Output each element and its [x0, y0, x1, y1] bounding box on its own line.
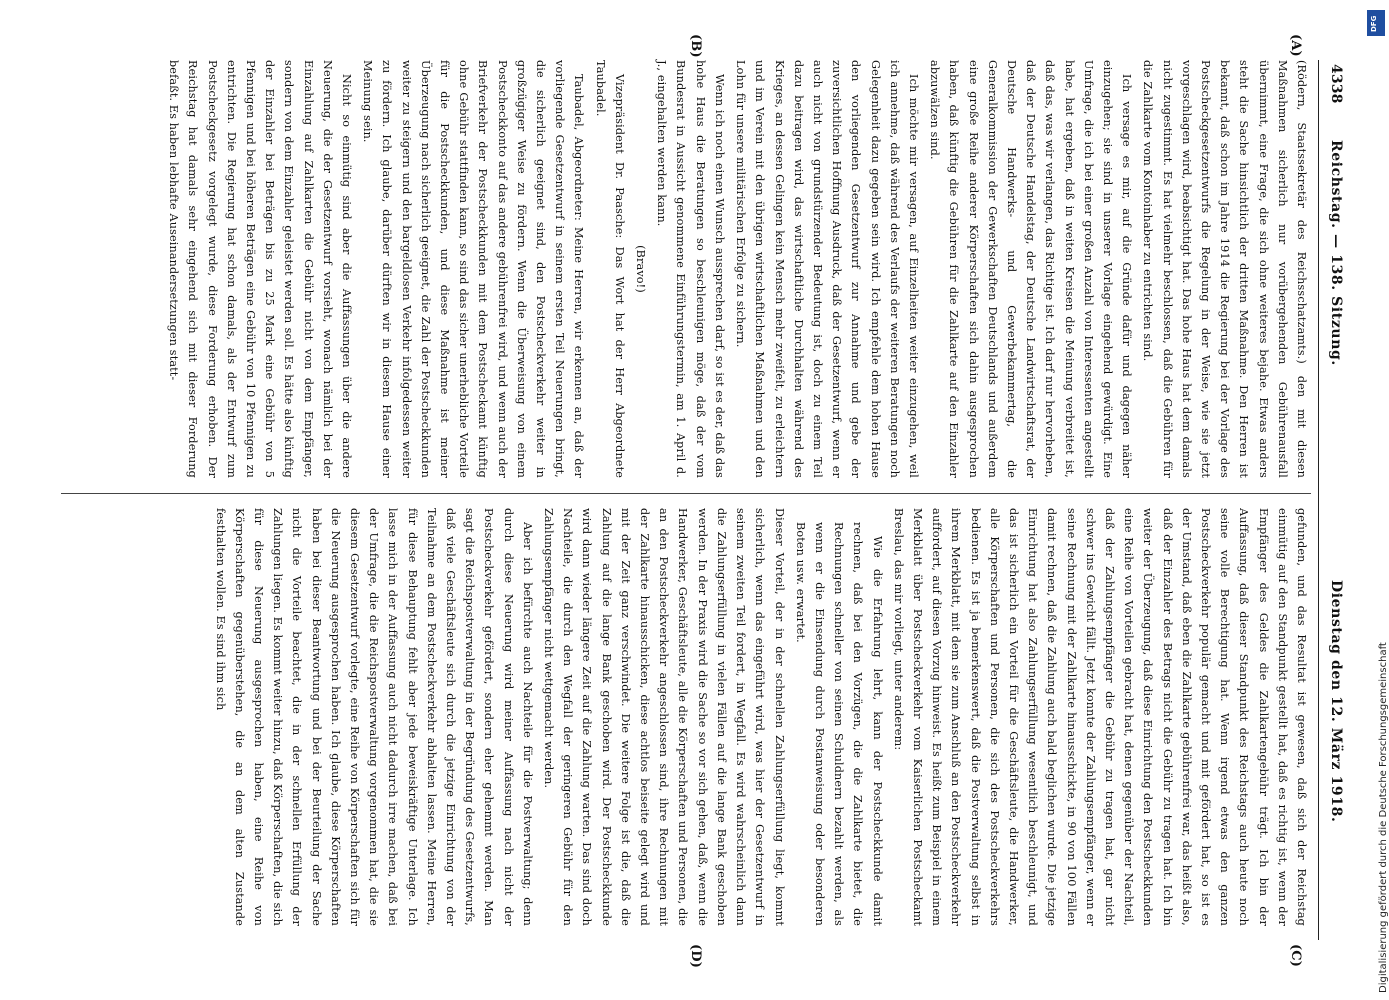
digitization-credit: Digitalisierung gefördert durch die Deutsche Forschungsgemeinschaft — [1378, 642, 1389, 993]
paragraph: Nicht so einmütig sind aber die Auffassungen über die andere Neuerung, die der Gesetzentwurf vorsieht, wonach nämlich bei der Einzahlung auf Zahlkarten die Gebühr nicht von dem Empfänger, sondern von dem Einzahler geleistet werden soll. Es hätte also künftig der Einzahler bei Beträgen bis zu 25 Mark eine Gebühr von 5 Pfennigen und bei höheren Beträgen eine Gebühr von 10 Pfennigen zu entrichten. Die Regierung hat schon damals, als der Entwurf zum Postscheckgesetz vorgelegt wurde, diese Forderung erhoben. Der Reichstag hat damals sehr eingehend sich mit dieser Forderung befaßt. Es haben lebhafte Auseinandersetzungen statt- — [167, 60, 354, 478]
margin-marker-d: (D) — [688, 944, 703, 969]
paragraph: Dieser Vorteil, der in der schnellen Zahlungserfüllung liegt, kommt sicherlich, wenn das eingeführt wird, was hier der Gesetzentwurf in seinem zweiten Teil fordert, in Wegfall. Es wird wahrscheinlich dann die Zahlungserfüllung in vielen Fällen auf die lange Bank geschoben werden. In der Praxis wird die Sache so vor sich gehen, daß, wenn die Handwerker, Geschäftsleute, alle die Körperschaften und Personen, die an den Postscheckverkehr angeschlossen sind, ihre Rechnungen mit der Zahlkarte hinausschicken, diese achtlos beiseite gelegt wird und mit der Zeit ganz verschwindet. Die weitere Folge ist die, daß die Zahlung auf die lange Bank geschoben wird. Der Postscheckkunde wird dann wieder längere Zeit auf die Zahlung warten. Das sind doch Nachteile, die durch den Wegfall der geringeren Gebühr für den Zahlungsempfänger nicht wettgemacht werden. — [542, 508, 786, 926]
margin-marker-a: (A) — [1288, 34, 1303, 57]
session-date: Dienstag den 12. März 1918. — [1328, 580, 1344, 823]
paragraph: Ich möchte mir versagen, auf Einzelheiten weiter einzugehen, weil ich annehme, daß während des Verlaufs der weiteren Beratungen noch Gelegenheit dazu gegeben sein wird. Ich empfehle dem hohen Hause den vorliegenden Gesetzentwurf zur Annahme und gebe der zuversichtlichen Hoffnung Ausdruck, daß der Gesetzentwurf, wenn er auch nicht von grundstürzender Bedeutung ist, doch zu einem Teil dazu beitragen wird, das wirtschaftliche Durchhalten während des Krieges, an dessen Gelingen kein Mensch mehr zweifelt, zu erleichtern und im Verein mit den übrigen wirtschaftlichen Maßnahmen und den Lohn für unsere militärischen Erfolge zu sichern. — [734, 60, 920, 478]
rotated-page-content — [35, 34, 1345, 969]
paragraph: Aber ich befürchte auch Nachteile für die Postverwaltung; denn durch diese Neuerung wird meiner Auffassung nach nicht der Postscheckverkehr gefördert, sondern eher gehemmt werden. Man sagt die Reichspostverwaltung in der Begründung des Gesetzentwurfs, daß viele Geschäftsleute sich durch die jetzige Einrichtung von der Teilnahme an dem Postscheckverkehr abhalten lassen. Meine Herren, für diese Behauptung fehlt aber jede beweiskräftige Unterlage. Ich lasse mich in der Auffassung auch nicht dadurch irre machen, daß bei der Umfrage, die die Reichspostverwaltung vorgenommen hat, die sie diesem Gesetzentwurf vorlegte, eine Reihe von Körperschaften sich für die Neuerung ausgesprochen haben. Ich glaube, diese Körperschaften haben bei dieser Beantwortung und bei der Beurteilung der Sache nicht die Vorteile beachtet, die in der schnellen Erfüllung der Zahlungen liegen. Es kommt weiter hinzu, daß Körperschaften, die sich für diese Neuerung ausgesprochen haben, eine Reihe von Körperschaften gegenüberstehen, die an dem alten Zustande festhalten wollen. Es sind ihm sich — [213, 508, 534, 926]
paragraph: Ich versage es mir, auf die Gründe dafür und dagegen näher einzugehen; sie sind in unserer Vorlage eingehend gewürdigt. Eine Umfrage, die ich bei einer großen Anzahl von Interessenten angestellt habe, hat ergeben, daß in weiten Kreisen die Meinung verbreitet ist, daß das, was wir verlangen, das Richtige ist. Ich darf nur hervorheben, daß der Deutsche Handelstag, der Deutsche Landwirtschaftsrat, der Deutsche Handwerks- und Gewerbekammertag, die Generalkommission der Gewerkschaften Deutschlands und außerdem eine große Reihe anderer Körperschaften sich dahin ausgesprochen haben, daß künftig die Gebühren für die Zahlkarte auf den Einzahler abzuwälzen sind. — [928, 60, 1134, 478]
session-title: Reichstag. — 138. Sitzung. — [1328, 140, 1344, 366]
margin-marker-c: (C) — [1288, 944, 1303, 968]
page-header — [1323, 60, 1345, 940]
right-column — [51, 508, 1311, 926]
dfg-logo — [1367, 10, 1385, 36]
paragraph: Wenn ich noch einen Wunsch aussprechen darf, so ist es der, daß das hohe Haus die Beratungen so beschleunigen möge, daß der vom Bundesrat in Aussicht genommene Einführungstermin, am 1. April d. J., eingehalten werden kann. — [655, 60, 726, 478]
applause-note: (Bravo!) — [634, 245, 648, 293]
speaker-announcement: Vizepräsident Dr. Paasche: Das Wort hat der Herr Abgeordnete Taubadel. — [593, 60, 626, 478]
paragraph: gefunden, und das Resultat ist gewesen, daß sich der Reichstag einmütig auf den Standpunkt gestellt hat, daß es richtig ist, wenn der Empfänger des Geldes die Zahlkartengebühr trägt. Ich bin der Auffassung, daß dieser Standpunkt des Reichstags auch heute noch seine volle Berechtigung hat. Wenn irgend etwas den ganzen Postscheckverkehr populär gemacht und mit gefördert hat, so ist es der Umstand, daß eben die Zahlkarte gebührenfrei war, das heißt also, daß der Einzahler des Betrags nicht die Gebühr zu tragen hat. Ich bin weiter der Überzeugung, daß diese Einrichtung den Postscheckkunden eine Reihe von Vorteilen gebracht hat, denen gegenüber der Nachteil, daß der Zahlungsempfänger die Gebühr zu tragen hat, gar nicht schwer ins Gewicht fällt. Jetzt konnte der Zahlungsempfänger, wenn er seine Rechnung mit der Zahlkarte hinausschickte, in 90 von 100 Fällen damit rechnen, daß die Zahlung auch bald beglichen wurde. Die jetzige Einrichtung hat also Zahlungserfüllung wesentlich beschleunigt, und das ist sicherlich ein Vorteil für die Geschäftsleute, die Handwerker, alle Körperschaften und Personen, die sich des Postscheckverkehrs bedienen. Es ist ja bemerkenswert, daß die Postverwaltung selbst in ihrem Merkblatt, mit dem sie zum Anschluß an den Postscheckverkehr auffordert, auf diesen Vorzug hinweist. Es heißt zum Beispiel in einem Merkblatt über Postscheckverkehr vom Kaiserlichen Postscheckamt Breslau, das mir vorliegt, unter anderem: — [891, 508, 1308, 926]
left-column — [51, 60, 1311, 478]
paragraph: (Rödern, Staatssekretär des Reichsschatzamts.) den mit diesen Maßnahmen sicherlich nur vorübergehenden Gebührenausfall übernimmt, eine Frage, die sich ohne weiteres bejahe. Etwas anders steht die Sache hinsichtlich der dritten Maßnahme. Den Herren ist bekannt, daß schon im Jahre 1914 die Regierung bei der Vorlage des Postscheckgesetzentwurfs die Regelung in der Weise, wie sie jetzt vorgeschlagen wird, beabsichtigt hat. Das hohe Haus hat dem damals nicht zugestimmt. Es hat vielmehr beschlossen, daß die Gebühren für die Zahlkarte vom Kontoinhaber zu entrichten sind. — [1141, 60, 1308, 478]
paragraph: Taubadel, Abgeordneter: Meine Herren, wir erkennen an, daß der vorliegende Gesetzentwurf in seinem ersten Teil Neuerungen bringt, die sicherlich geeignet sind, den Postscheckverkehr weiter in großzügiger Weise zu fördern. Wenn die Überweisung von einem Postscheckkonto auf das andere gebührenfrei wird, und wenn auch der Briefverkehr der Postscheckkunden mit dem Postscheckamt künftig ohne Gebühr stattfinden kann, so sind das sicher unerhebliche Vorteile für die Postscheckkunden, und diese Maßnahme ist meiner Überzeugung nach sicherlich geeignet, die Zahl der Postscheckkunden weiter zu steigern und den bargeldlosen Verkehr infolgedessen weiter zu fördern. Ich glaube, darüber dürften wir in diesem Hause einer Meinung sein. — [361, 60, 586, 478]
page-number: 4338 — [1328, 64, 1344, 104]
header-rule — [1318, 60, 1319, 940]
dfg-logo-text: DFG — [1370, 15, 1378, 32]
column-divider — [61, 493, 1311, 494]
quotation: Wie die Erfahrung lehrt, kann der Postscheckkunde damit rechnen, daß bei den Vorzügen, die die Zahlkarte bietet, die Rechnungen schneller von seinen Schuldnern bezahlt werden, als wenn er die Einsendung durch Postanweisung oder besonderen Boten usw. erwartet. — [793, 522, 884, 926]
margin-marker-b: (B) — [688, 34, 703, 58]
